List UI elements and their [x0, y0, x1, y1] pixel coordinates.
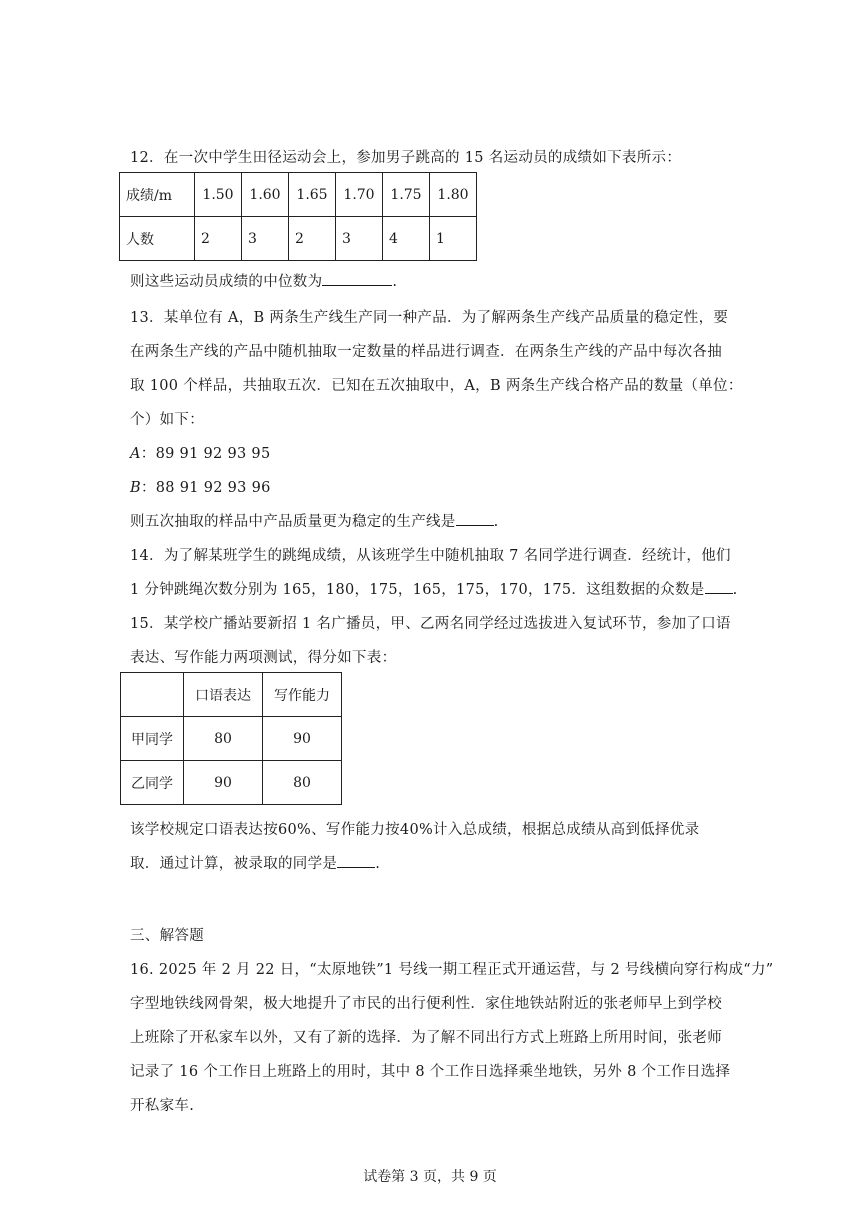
q12-score-table	[119, 172, 477, 261]
q13-line-a	[130, 442, 270, 463]
table-row	[121, 717, 342, 761]
q13-b-label: B	[130, 480, 141, 496]
table-cell: 1.70	[336, 173, 383, 217]
table-cell: 1	[430, 217, 477, 261]
q15-line-4	[130, 852, 380, 873]
q14-line-2-text: 1 分钟跳绳次数分别为 165，180，175，165，175，170，175．这组数据的众数是	[130, 582, 705, 598]
q16-line-4: 记录了 16 个工作日上班路上的用时，其中 8 个工作日选择乘坐地铁，另外 8 个工作日选择	[130, 1064, 731, 1080]
table-header-cell: 人数	[120, 217, 195, 261]
q16-line-3: 上班除了开私家车以外，又有了新的选择．为了解不同出行方式上班路上所用时间，张老师	[130, 1030, 722, 1046]
q14-line-2	[130, 578, 738, 599]
table-cell: 1.75	[383, 173, 430, 217]
table-cell: 2	[289, 217, 336, 261]
q16-line-1: 16. 2025 年 2 月 22 日，“太原地铁”1 号线一期工程正式开通运营，与 2 号线横向穿行构成“力”	[130, 962, 774, 978]
table-header-cell: 成绩/m	[120, 173, 195, 217]
q13-line-4: 个）如下：	[130, 412, 204, 428]
table-row-header: 甲同学	[121, 717, 184, 761]
q12-question-end: .	[392, 274, 398, 290]
q12-question-text: 则这些运动员成绩的中位数为	[130, 274, 323, 290]
table-cell: 3	[336, 217, 383, 261]
table-cell: 1.60	[242, 173, 289, 217]
q13-line-3: 取 100 个样品，共抽取五次．已知在五次抽取中，A，B 两条生产线合格产品的数量（单位：	[130, 378, 743, 394]
table-cell: 3	[242, 217, 289, 261]
q13-question-end: .	[493, 514, 499, 530]
q15-line-2: 表达、写作能力两项测试，得分如下表：	[130, 650, 397, 666]
table-cell: 1.50	[195, 173, 242, 217]
answer-blank[interactable]	[337, 853, 375, 868]
table-cell: 80	[263, 761, 342, 805]
q14-line-2-end: .	[732, 582, 738, 598]
answer-blank[interactable]	[322, 271, 392, 286]
table-cell: 4	[383, 217, 430, 261]
table-header-cell	[121, 673, 184, 717]
q14-line-1: 14．为了解某班学生的跳绳成绩，从该班学生中随机抽取 7 名同学进行调查．经统计，他们	[130, 548, 731, 564]
answer-blank[interactable]	[456, 511, 494, 526]
table-cell: 1.65	[289, 173, 336, 217]
table-row	[120, 173, 477, 217]
table-row	[120, 217, 477, 261]
q12-question	[130, 270, 397, 291]
page-footer: 试卷第 3 页，共 9 页	[363, 1169, 497, 1185]
q15-score-table	[120, 672, 342, 805]
q13-a-label: A	[130, 446, 141, 462]
q13-question-text: 则五次抽取的样品中产品质量更为稳定的生产线是	[130, 514, 456, 530]
q13-question	[130, 510, 499, 531]
q15-line-4-text: 取．通过计算，被录取的同学是	[130, 856, 338, 872]
table-cell: 80	[184, 717, 263, 761]
q16-line-5: 开私家车.	[130, 1098, 195, 1114]
answer-blank[interactable]	[705, 579, 733, 594]
q12-stem: 12．在一次中学生田径运动会上，参加男子跳高的 15 名运动员的成绩如下表所示：	[130, 150, 682, 166]
q15-line-4-end: .	[375, 856, 381, 872]
q15-line-3: 该学校规定口语表达按60%、写作能力按40%计入总成绩，根据总成绩从高到低择优录	[130, 822, 700, 838]
table-cell: 1.80	[430, 173, 477, 217]
table-cell: 90	[263, 717, 342, 761]
q13-line-1: 13．某单位有 A，B 两条生产线生产同一种产品．为了解两条生产线产品质量的稳定性，要	[130, 310, 729, 326]
q13-a-values: ：89 91 92 93 95	[140, 446, 271, 462]
q13-b-values: ：88 91 92 93 96	[140, 480, 271, 496]
section-title: 三、解答题	[130, 928, 204, 944]
table-header-cell: 口语表达	[184, 673, 263, 717]
table-row	[121, 761, 342, 805]
table-row	[121, 673, 342, 717]
table-header-cell: 写作能力	[263, 673, 342, 717]
table-cell: 90	[184, 761, 263, 805]
table-cell: 2	[195, 217, 242, 261]
q13-line-b	[130, 476, 271, 497]
q16-line-2: 字型地铁线网骨架，极大地提升了市民的出行便利性．家住地铁站附近的张老师早上到学校	[130, 996, 722, 1012]
q15-line-1: 15．某学校广播站要新招 1 名广播员，甲、乙两名同学经过选拔进入复试环节，参加了口语	[130, 616, 731, 632]
q13-line-2: 在两条生产线的产品中随机抽取一定数量的样品进行调查．在两条生产线的产品中每次各抽	[130, 344, 722, 360]
table-row-header: 乙同学	[121, 761, 184, 805]
